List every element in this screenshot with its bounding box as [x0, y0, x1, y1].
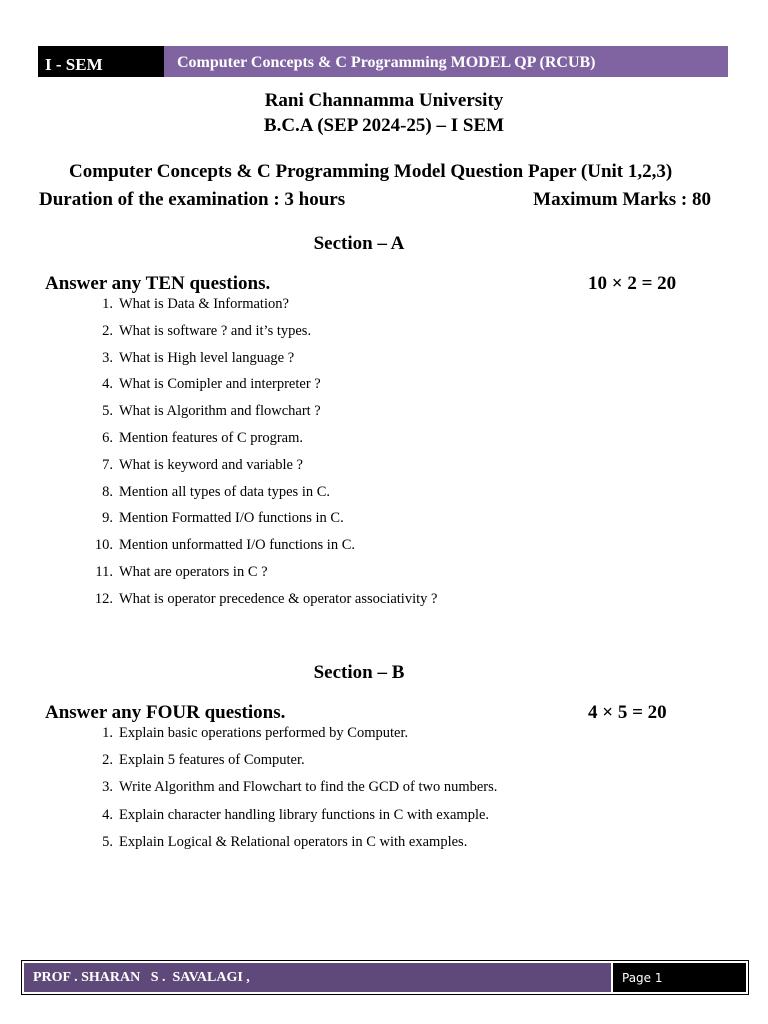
- question-item: [85, 430, 437, 457]
- question-number: 7.: [102, 456, 113, 473]
- section-a-marks: 10 × 2 = 20: [588, 273, 677, 294]
- section-b-heading: Section – B: [313, 662, 405, 683]
- question-number: 4.: [102, 806, 113, 823]
- question-text: Write Algorithm and Flowchart to find the GCD of two numbers.: [119, 779, 498, 796]
- question-text: Explain character handling library functions in C with example.: [119, 806, 490, 823]
- question-number: 6.: [102, 429, 113, 446]
- question-text: Mention unformatted I/O functions in C.: [119, 537, 355, 554]
- question-number: 1.: [102, 725, 113, 741]
- page-number: Page 1: [613, 963, 746, 992]
- question-item: [85, 834, 497, 861]
- question-number: 8.: [102, 483, 113, 500]
- question-text: Explain basic operations performed by Computer.: [119, 725, 409, 741]
- exam-duration: Duration of the examination : 3 hours: [39, 189, 346, 210]
- question-number: 2.: [102, 752, 113, 769]
- header-title: Computer Concepts & C Programming MODEL QP (RCUB): [164, 46, 728, 77]
- question-text: What is software ? and it’s types.: [119, 322, 312, 339]
- question-text: What is Algorithm and flowchart ?: [119, 403, 321, 420]
- question-text: What is operator precedence & operator associativity ?: [119, 590, 438, 607]
- section-a-question-list: [85, 296, 437, 618]
- university-name: Rani Channamma University: [264, 90, 504, 111]
- question-text: What is keyword and variable ?: [119, 456, 303, 473]
- question-item: [85, 323, 437, 350]
- section-b-question-list: [85, 725, 497, 861]
- question-item: [85, 725, 497, 752]
- question-item: [85, 591, 437, 618]
- question-item: [85, 296, 437, 323]
- question-text: Explain 5 features of Computer.: [119, 752, 305, 769]
- question-number: 2.: [102, 322, 113, 339]
- question-text: What are operators in C ?: [119, 563, 268, 580]
- question-item: [85, 403, 437, 430]
- question-number: 1.: [102, 296, 113, 312]
- question-item: [85, 564, 437, 591]
- question-number: 12.: [94, 590, 113, 607]
- question-number: 4.: [102, 376, 113, 393]
- question-item: [85, 807, 497, 834]
- document-header: [38, 46, 728, 77]
- question-text: What is Data & Information?: [119, 296, 289, 312]
- question-number: 3.: [102, 349, 113, 366]
- question-number: 3.: [102, 779, 113, 796]
- question-item: [85, 457, 437, 484]
- question-item: [85, 376, 437, 403]
- question-item: [85, 510, 437, 537]
- question-number: 5.: [102, 403, 113, 420]
- maximum-marks: Maximum Marks : 80: [533, 189, 711, 210]
- question-text: What is High level language ?: [119, 349, 295, 366]
- question-number: 11.: [95, 563, 113, 580]
- question-text: Mention Formatted I/O functions in C.: [119, 510, 344, 527]
- course-line: B.C.A (SEP 2024-25) – I SEM: [263, 115, 505, 136]
- question-item: [85, 752, 497, 779]
- question-item: [85, 350, 437, 377]
- section-a-instruction: Answer any TEN questions.: [45, 273, 271, 294]
- question-text: Mention features of C program.: [119, 429, 304, 446]
- question-item: [85, 484, 437, 511]
- section-a-heading: Section – A: [313, 233, 405, 254]
- semester-label: I - SEM: [38, 46, 164, 77]
- question-item: [85, 537, 437, 564]
- question-number: 9.: [102, 510, 113, 527]
- question-text: Explain Logical & Relational operators in C with examples.: [119, 833, 468, 850]
- question-item: [85, 779, 497, 806]
- footer-author: PROF . SHARAN S . SAVALAGI ,: [24, 963, 611, 992]
- question-number: 5.: [102, 833, 113, 850]
- question-text: What is Comipler and interpreter ?: [119, 376, 321, 393]
- question-text: Mention all types of data types in C.: [119, 483, 331, 500]
- paper-title: Computer Concepts & C Programming Model Question Paper (Unit 1,2,3): [69, 161, 673, 182]
- question-number: 10.: [94, 537, 113, 554]
- section-b-instruction: Answer any FOUR questions.: [45, 702, 286, 723]
- section-b-marks: 4 × 5 = 20: [588, 702, 667, 723]
